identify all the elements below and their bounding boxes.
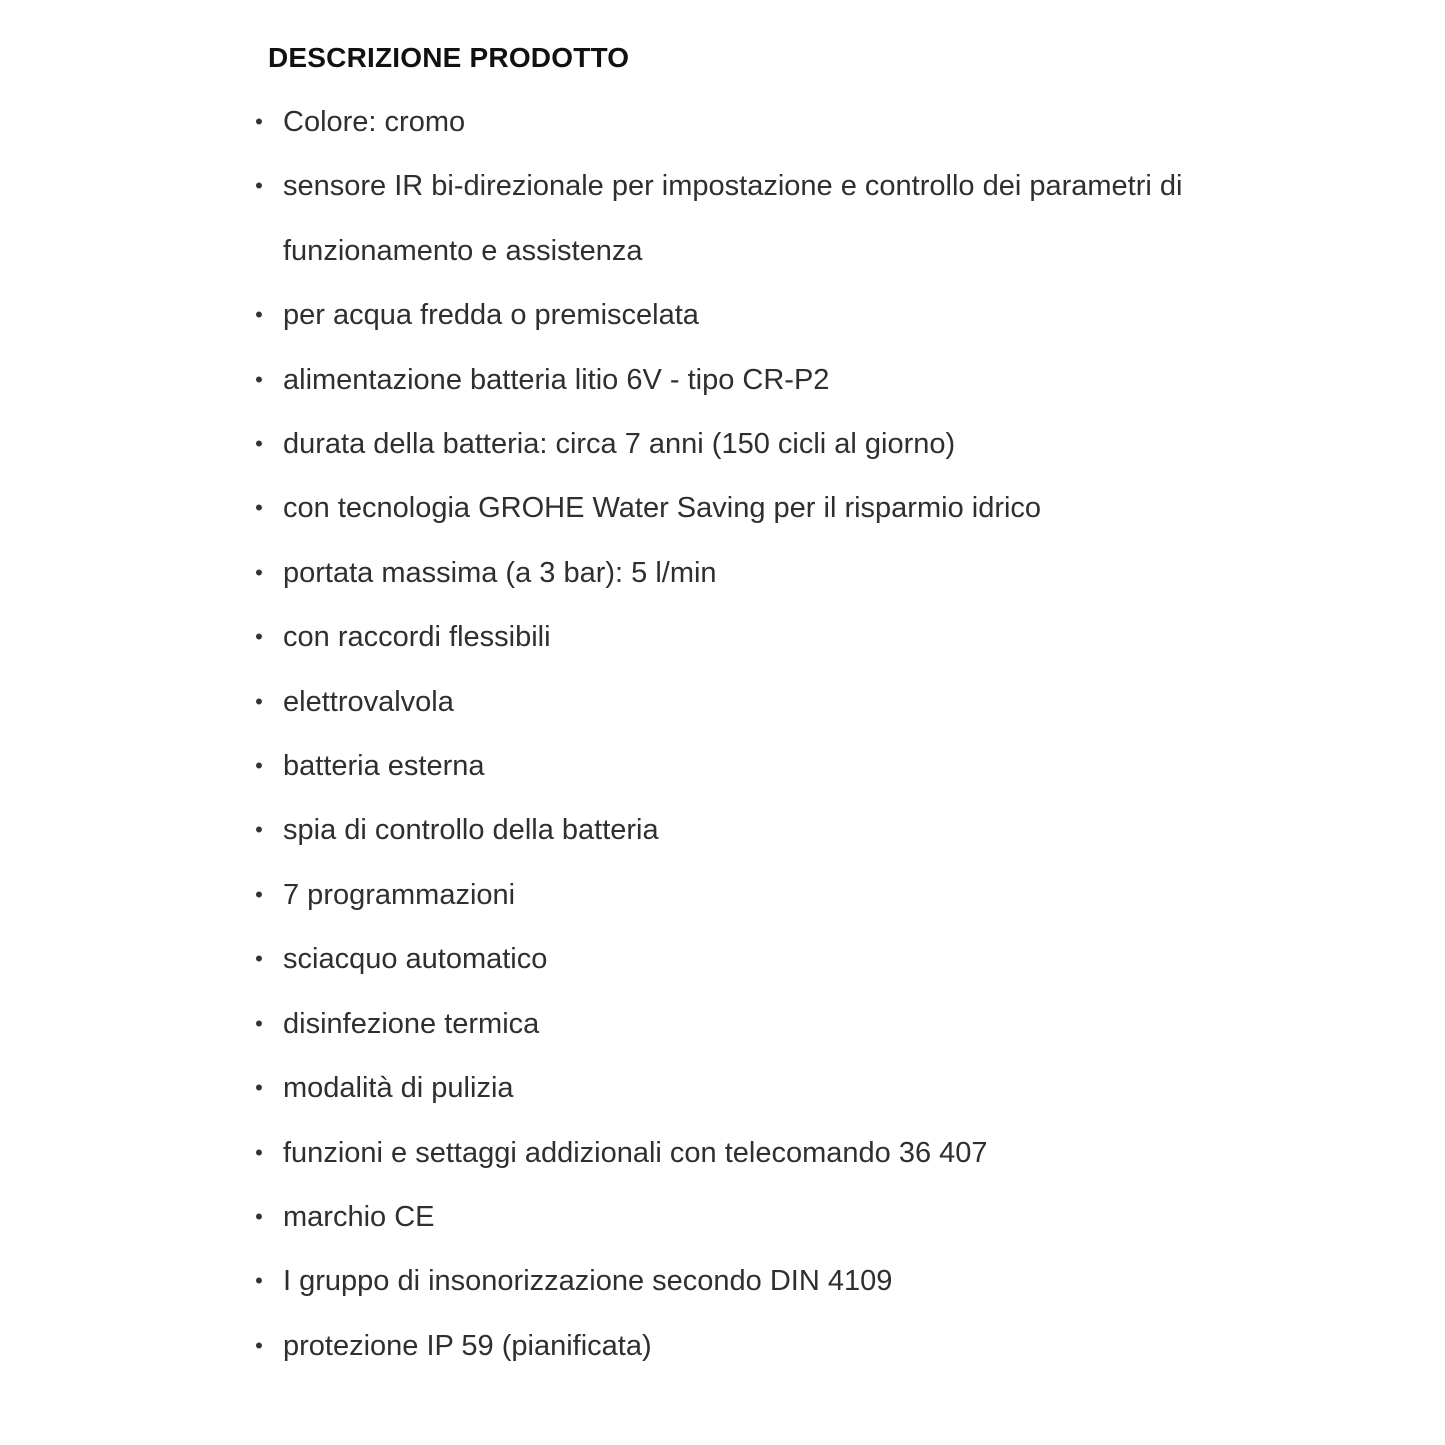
list-item-text: portata massima (a 3 bar): 5 l/min [283, 556, 717, 589]
list-item-text: I gruppo di insonorizzazione secondo DIN 4109 [283, 1265, 893, 1298]
list-item [0, 541, 1445, 605]
list-item-text: spia di controllo della batteria [283, 814, 659, 847]
list-item [0, 90, 1445, 154]
bullet-icon: • [255, 946, 263, 972]
list-item-text: marchio CE [283, 1200, 435, 1233]
bullet-icon: • [255, 817, 263, 843]
list-item [0, 863, 1445, 927]
list-item [0, 348, 1445, 412]
bullet-icon: • [255, 881, 263, 907]
list-item [0, 1249, 1445, 1313]
list-item-text: elettrovalvola [283, 685, 454, 718]
list-item-text: protezione IP 59 (pianificata) [283, 1329, 652, 1362]
list-item [0, 798, 1445, 862]
list-item-text: modalità di pulizia [283, 1072, 514, 1105]
list-item-text: batteria esterna [283, 750, 485, 783]
list-item-text: sensore IR bi-direzionale per impostazione e controllo dei parametri di funzionamento e assistenza [283, 170, 1183, 267]
bullet-icon: • [255, 1139, 263, 1165]
bullet-icon: • [255, 1203, 263, 1229]
list-item [0, 1314, 1445, 1378]
list-item [0, 154, 1445, 283]
list-item-text: alimentazione batteria litio 6V - tipo CR-P2 [283, 363, 830, 396]
list-item [0, 927, 1445, 991]
bullet-icon: • [255, 1332, 263, 1358]
list-item [0, 476, 1445, 540]
list-item [0, 412, 1445, 476]
list-item [0, 605, 1445, 669]
list-item [0, 1056, 1445, 1120]
bullet-icon: • [255, 1268, 263, 1294]
bullet-icon: • [255, 366, 263, 392]
section-title: DESCRIZIONE PRODOTTO [268, 42, 630, 73]
list-item-text: durata della batteria: circa 7 anni (150 cicli al giorno) [283, 428, 956, 461]
list-item [0, 670, 1445, 734]
bullet-icon: • [255, 495, 263, 521]
list-item-text: disinfezione termica [283, 1007, 540, 1040]
bullet-icon: • [255, 624, 263, 650]
list-item [0, 734, 1445, 798]
list-item-text: per acqua fredda o premiscelata [283, 299, 699, 332]
list-item-text: funzioni e settaggi addizionali con telecomando 36 407 [283, 1136, 988, 1169]
bullet-icon: • [255, 688, 263, 714]
list-item-text: sciacquo automatico [283, 943, 548, 976]
bullet-icon: • [255, 753, 263, 779]
list-item [0, 283, 1445, 347]
bullet-icon: • [255, 302, 263, 328]
bullet-icon: • [255, 559, 263, 585]
bullet-icon: • [255, 1010, 263, 1036]
list-item [0, 1121, 1445, 1185]
bullet-icon: • [255, 1075, 263, 1101]
bullet-icon: • [255, 109, 263, 134]
bullet-icon: • [255, 431, 263, 457]
list-item-text: con raccordi flessibili [283, 621, 551, 654]
list-item [0, 992, 1445, 1056]
list-item-text: con tecnologia GROHE Water Saving per il risparmio idrico [283, 492, 1042, 525]
feature-list [0, 90, 1445, 1378]
bullet-icon: • [255, 173, 263, 199]
list-item-text: 7 programmazioni [283, 878, 516, 911]
list-item-text: Colore: cromo [283, 106, 466, 138]
list-item [0, 1185, 1445, 1249]
